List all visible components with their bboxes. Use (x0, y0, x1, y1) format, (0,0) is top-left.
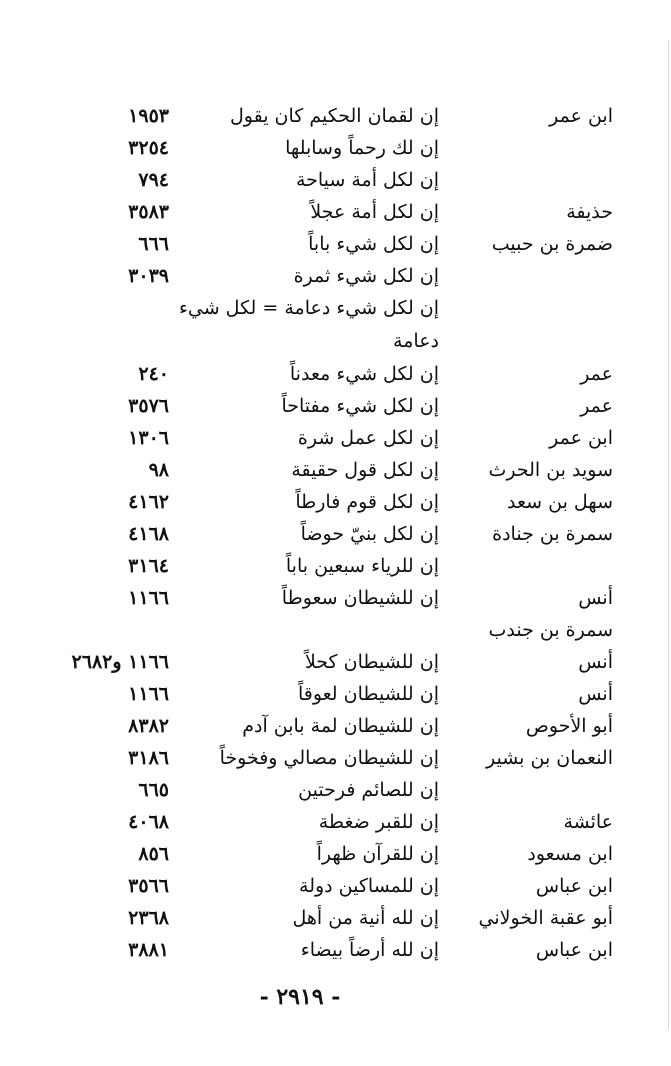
index-row (0, 518, 671, 550)
index-row (0, 550, 671, 582)
hadith-text: إن لكل بنيّ حوضاً (300, 523, 439, 545)
hadith-text: إن للشيطان لمة بابن آدم (242, 715, 439, 737)
narrator-name: حذيفة (566, 201, 613, 223)
hadith-text: إن لكل أمة عجلاً (310, 201, 439, 223)
hadith-text: إن لكل قول حقيقة (291, 459, 439, 481)
hadith-text: إن لله أنية من أهل (292, 907, 439, 929)
hadith-text: إن لكل شيء ثمرة (293, 265, 439, 287)
hadith-number: ٣٥٦٦ (128, 875, 169, 897)
hadith-number: ٨٣٨٢ (128, 715, 169, 737)
narrator-name: ابن عباس (535, 875, 613, 897)
hadith-index-table (0, 100, 671, 966)
narrator-name: أبو الأحوص (525, 715, 613, 737)
narrator-name: سويد بن الحرث (488, 459, 613, 481)
hadith-number: ٧٩٤ (138, 169, 169, 191)
hadith-text: إن للشيطان سعوطاً (281, 587, 439, 609)
hadith-text: إن لكل شيء مفتاحاً (281, 395, 439, 417)
hadith-number: ٦٦٥ (138, 779, 169, 801)
narrator-name: ابن عمر (549, 105, 613, 127)
hadith-text: إن لكل قوم فارطاً (295, 491, 439, 513)
index-row (0, 292, 671, 358)
narrator-name: أنس (578, 587, 613, 609)
index-row (0, 678, 671, 710)
narrator-name: ابن عمر (549, 427, 613, 449)
hadith-number: ٣٥٧٦ (128, 395, 169, 417)
page-number: - ٢٩١٩ - (259, 984, 341, 1010)
hadith-text: إن للشيطان كحلاً (304, 651, 439, 673)
index-row (0, 614, 671, 646)
hadith-number: ٩٨ (148, 459, 169, 481)
hadith-text: إن لله أرضاً بيضاء (300, 939, 439, 961)
narrator-name: ضمرة بن حبيب (491, 233, 613, 255)
hadith-number: ٨٥٦ (138, 843, 169, 865)
hadith-text: إن للشيطان لعوقاً (297, 683, 439, 705)
hadith-number: ٦٦٦ (138, 233, 169, 255)
narrator-name: عائشة (563, 811, 613, 833)
narrator-name: النعمان بن بشير (486, 747, 613, 769)
hadith-text: إن للصائم فرحتين (298, 779, 439, 801)
hadith-number: ١٩٥٣ (128, 105, 169, 127)
index-row (0, 358, 671, 390)
hadith-number: ٤١٦٨ (128, 523, 169, 545)
narrator-name: سمرة بن جندب (488, 619, 613, 641)
hadith-number: ٣٠٣٩ (128, 265, 169, 287)
hadith-text: إن لكل شيء باباً (308, 233, 439, 255)
index-row (0, 164, 671, 196)
index-row (0, 902, 671, 934)
index-row (0, 838, 671, 870)
hadith-number: ١١٦٦ و٢٦٨٢ (71, 651, 169, 673)
index-row (0, 260, 671, 292)
index-row (0, 582, 671, 614)
narrator-name: ابن عباس (535, 939, 613, 961)
hadith-number: ٣٨٨١ (128, 939, 169, 961)
narrator-name: أبو عقبة الخولاني (478, 907, 613, 929)
narrator-name: سهل بن سعد (507, 491, 613, 513)
narrator-name: عمر (580, 395, 613, 417)
hadith-number: ١١٦٦ (128, 683, 169, 705)
hadith-text: إن لقمان الحكيم كان يقول (229, 105, 439, 127)
index-row (0, 646, 671, 678)
hadith-number: ٣٥٨٣ (128, 201, 169, 223)
index-row (0, 390, 671, 422)
hadith-number: ١٣٠٦ (128, 427, 169, 449)
hadith-text: إن للقبر ضغطة (318, 811, 439, 833)
index-row (0, 742, 671, 774)
hadith-text: إن لكل شيء دعامة = لكل شيء دعامة (178, 297, 439, 352)
hadith-number: ٤١٦٢ (128, 491, 169, 513)
index-row (0, 710, 671, 742)
hadith-number: ٢٣٦٨ (128, 907, 169, 929)
hadith-text: إن لك رحماً وسابلها (285, 137, 439, 159)
index-row (0, 454, 671, 486)
hadith-number: ٣٢٥٤ (128, 137, 169, 159)
index-row (0, 934, 671, 966)
index-row (0, 422, 671, 454)
narrator-name: أنس (578, 683, 613, 705)
hadith-text: إن لكل أمة سياحة (295, 169, 439, 191)
hadith-text: إن للمساكين دولة (299, 875, 439, 897)
hadith-number: ٢٤٠ (138, 363, 169, 385)
hadith-text: إن لكل شيء معدناً (289, 363, 439, 385)
index-row (0, 806, 671, 838)
index-row (0, 196, 671, 228)
index-row (0, 870, 671, 902)
index-row (0, 228, 671, 260)
narrator-name: أنس (578, 651, 613, 673)
hadith-number: ١١٦٦ (128, 587, 169, 609)
hadith-text: إن للرياء سبعين باباً (285, 555, 439, 577)
hadith-number: ٣١٨٦ (128, 747, 169, 769)
index-row (0, 132, 671, 164)
index-row (0, 100, 671, 132)
narrator-name: ابن مسعود (527, 843, 613, 865)
hadith-number: ٤٠٦٨ (128, 811, 169, 833)
hadith-text: إن للشيطان مصالي وفخوخاً (219, 747, 439, 769)
index-row (0, 774, 671, 806)
hadith-text: إن لكل عمل شرة (297, 427, 439, 449)
hadith-text: إن للقرآن ظهراً (316, 843, 439, 865)
hadith-number: ٣١٦٤ (128, 555, 169, 577)
index-row (0, 486, 671, 518)
narrator-name: عمر (580, 363, 613, 385)
narrator-name: سمرة بن جنادة (492, 523, 613, 545)
